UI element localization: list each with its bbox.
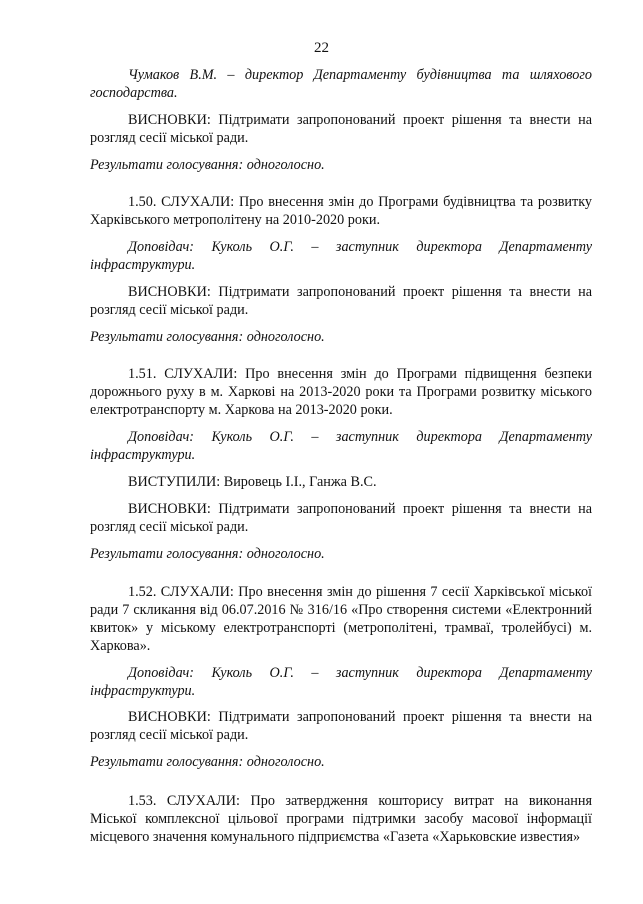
voting-result: Результати голосування: одноголосно. <box>90 546 325 562</box>
speaker-note: Чумаков В.М. – директор Департаменту будівництва та шляхового господарства. <box>90 67 592 101</box>
speaker-note: Доповідач: Куколь О.Г. – заступник директора Департаменту інфраструктури. <box>90 239 592 273</box>
voting-result: Результати голосування: одноголосно. <box>90 157 325 173</box>
page-number: 22 <box>314 40 329 56</box>
conclusions-paragraph: ВИСНОВКИ: Підтримати запропонований проект рішення та внести на розгляд сесії міської ради. <box>90 284 592 318</box>
voting-result: Результати голосування: одноголосно. <box>90 329 325 345</box>
conclusions-paragraph: ВИСНОВКИ: Підтримати запропонований проект рішення та внести на розгляд сесії міської ради. <box>90 501 592 535</box>
speakers-paragraph: ВИСТУПИЛИ: Вировець І.І., Ганжа В.С. <box>128 474 377 490</box>
agenda-item-1-50: 1.50. СЛУХАЛИ: Про внесення змін до Програми будівництва та розвитку Харківського метрополітену на 2010-2020 роки. <box>90 194 592 228</box>
agenda-item-1-53: 1.53. СЛУХАЛИ: Про затвердження кошторису витрат на виконання Міської комплексної цільової програми підтримки засобу масової інформації місцевого значення комунального підприємства «Газета «Харьковские известия» <box>90 793 592 845</box>
speaker-note: Доповідач: Куколь О.Г. – заступник директора Департаменту інфраструктури. <box>90 429 592 463</box>
agenda-item-1-52: 1.52. СЛУХАЛИ: Про внесення змін до рішення 7 сесії Харківської міської ради 7 скликання від 06.07.2016 № 316/16 «Про створення системи «Електронний квиток» у міському електротранспорті (метрополітені, трамваї, тролейбусі) м. Харкова». <box>90 584 592 654</box>
voting-result: Результати голосування: одноголосно. <box>90 754 325 770</box>
conclusions-paragraph: ВИСНОВКИ: Підтримати запропонований проект рішення та внести на розгляд сесії міської ради. <box>90 112 592 146</box>
speaker-note: Доповідач: Куколь О.Г. – заступник директора Департаменту інфраструктури. <box>90 665 592 699</box>
agenda-item-1-51: 1.51. СЛУХАЛИ: Про внесення змін до Програми підвищення безпеки дорожнього руху в м. Харкові на 2013-2020 роки та Програми розвитку міського електротранспорту м. Харкова на 2013-2020 роки. <box>90 366 592 418</box>
conclusions-paragraph: ВИСНОВКИ: Підтримати запропонований проект рішення та внести на розгляд сесії міської ради. <box>90 709 592 743</box>
